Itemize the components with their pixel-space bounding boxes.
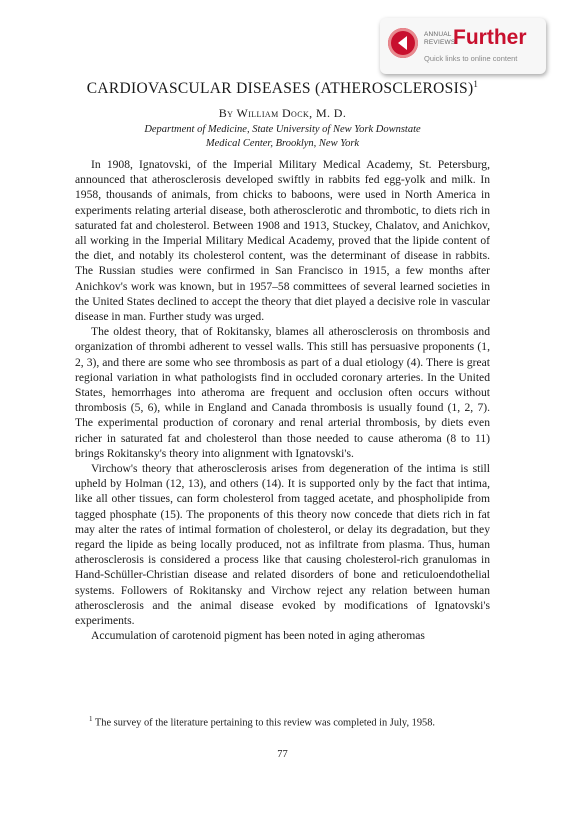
- article-author: By William Dock, M. D.: [218, 106, 347, 120]
- further-badge[interactable]: [380, 18, 546, 74]
- article-body: [75, 157, 490, 644]
- affiliation-line-2: Medical Center, Brooklyn, New York: [205, 138, 360, 149]
- further-label[interactable]: Further: [453, 26, 527, 49]
- affiliation-line-1: Department of Medicine, State University of New York Downstate: [144, 124, 421, 135]
- quick-links-label[interactable]: Quick links to online content: [424, 54, 518, 63]
- paragraph: Virchow's theory that atherosclerosis arises from degeneration of the intima is still upheld by Holman (12, 13), and others (14). It is supported only by the fact that intima, like all other tissues, can form cholesterol from tagged acetate, and phospholipide from tagged phosphate (15). The proponents of this theory now concede that diets rich in fat may alter the rates of intimal formation of cholesterol, or delay its degradation, but they regard the lipide as being locally produced, not as infiltrate from plasma. Thus, human atherosclerosis is considered a process like that causing cholesterol-rich granulomas in Hand-Schüller-Christian disease and related disorders of bone and reticuloendothelial systems. Followers of Rokitansky and Virchow reject any relation between human atherosclerosis and the animal disease evoked by modifications of Ignatovski's experiments.: [75, 462, 490, 628]
- paragraph: Accumulation of carotenoid pigment has been noted in aging atheromas: [91, 629, 425, 643]
- footnote-text: The survey of the literature pertaining to this review was completed in July, 1958.: [92, 717, 436, 729]
- paragraph: In 1908, Ignatovski, of the Imperial Military Medical Academy, St. Petersburg, announced that atherosclerosis developed swiftly in rabbits fed egg-yolk and milk. In 1958, thousands of animals, from chicks to baboons, were used in North America in experiments relating arterial disease, both atherosclerotic and thrombotic, to diets rich in saturated fat and cholesterol. Between 1908 and 1913, Stuckey, Chalatov, and Anichkov, all working in the Imperial Military Medical Academy, proved that the lipide content of the diet, and notably its cholesterol content, was the determinant of disease in rabbits. The Russian studies were confirmed in San Francisco in 1915, a few months after Anichkov's work was known, but in 1957–58 committees of several learned societies in the United States declined to accept the theory that diet played a decisive role in vascular disease in man. Further study was urged.: [75, 158, 490, 324]
- article-title: [0, 79, 565, 98]
- title-footnote-mark: 1: [473, 79, 479, 89]
- paragraph: The oldest theory, that of Rokitansky, blames all atherosclerosis on thrombosis and organization of thrombi adherent to vessel walls. This still has persuasive proponents (1, 2, 3), and there are some who see thrombosis as part of a dual etiology (4). There is great regional variation in what pathologists find in occluded coronary arteries. In the United States, hemorrhages into atheroma are frequent and occlusion often occurs without thrombosis (5, 6), while in England and Canada thrombosis is usually found (1, 2, 7). The experimental production of coronary and renal arterial thrombosis, by diets even richer in saturated fat and cholesterol than those needed to cause atheroma (8 to 11) brings Rokitansky's theory into alignment with Ignatovski's.: [75, 325, 490, 460]
- article-title-text: CARDIOVASCULAR DISEASES (ATHEROSCLEROSIS): [86, 80, 474, 98]
- play-arrow-icon[interactable]: [388, 28, 418, 58]
- page-number: 77: [277, 749, 288, 760]
- footnote: [75, 712, 490, 730]
- annual-reviews-logo-text: ANNUAL REVIEWS: [424, 31, 456, 46]
- footnote-mark: 1: [89, 715, 93, 723]
